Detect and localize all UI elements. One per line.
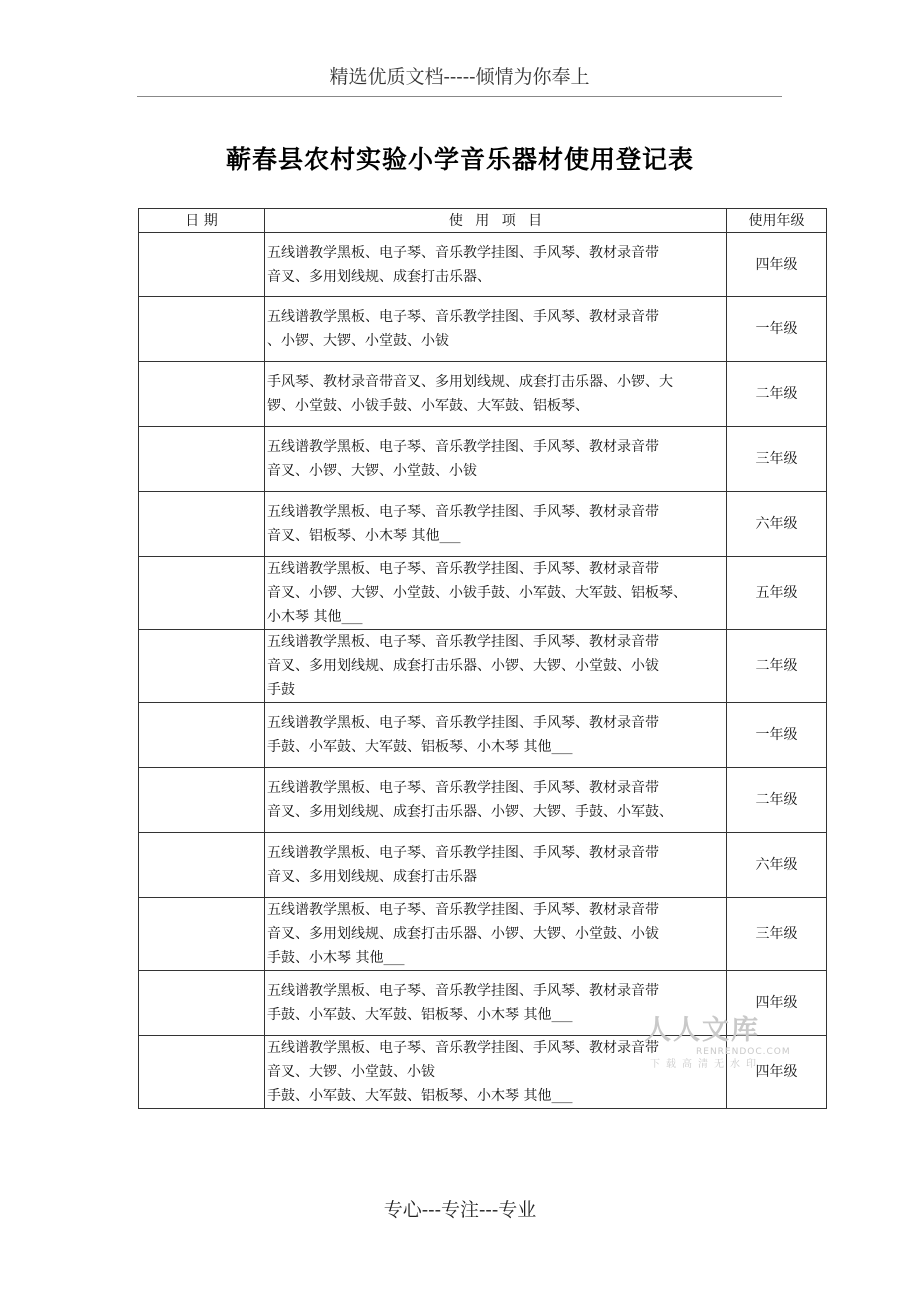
table-row [139, 1036, 827, 1109]
grade-cell: 一年级 [727, 703, 827, 768]
date-cell[interactable] [139, 233, 265, 297]
date-cell[interactable] [139, 427, 265, 492]
table-body [139, 233, 827, 1109]
items-cell [265, 630, 727, 703]
item-line: 、小锣、大锣、小堂鼓、小钹 [267, 333, 449, 349]
page-header: 精选优质文档-----倾情为你奉上 [137, 62, 782, 97]
item-line: 音叉、小锣、大锣、小堂鼓、小钹手鼓、小军鼓、大军鼓、铝板琴、 [267, 585, 687, 601]
date-cell[interactable] [139, 557, 265, 630]
item-line: 五线谱教学黑板、电子琴、音乐教学挂图、手风琴、教材录音带 [267, 845, 659, 861]
table-row [139, 971, 827, 1036]
items-cell [265, 898, 727, 971]
item-line: 锣、小堂鼓、小钹手鼓、小军鼓、大军鼓、铝板琴、 [267, 398, 589, 414]
table-header-row [139, 209, 827, 233]
grade-column-header: 使用年级 [727, 209, 827, 233]
date-column-header: 日 期 [139, 209, 265, 233]
item-line: 手鼓 [267, 682, 295, 698]
item-line: 手风琴、教材录音带音叉、多用划线规、成套打击乐器、小锣、大 [267, 374, 673, 390]
item-line: 音叉、多用划线规、成套打击乐器、小锣、大锣、手鼓、小军鼓、 [267, 804, 673, 820]
grade-cell: 六年级 [727, 833, 827, 898]
table-row [139, 427, 827, 492]
item-line: 五线谱教学黑板、电子琴、音乐教学挂图、手风琴、教材录音带 [267, 309, 659, 325]
item-line: 音叉、铝板琴、小木琴 其他___ [267, 528, 461, 544]
watermark-url: RENRENDOC.COM [696, 1047, 791, 1057]
items-cell [265, 703, 727, 768]
items-cell [265, 492, 727, 557]
grade-cell: 三年级 [727, 427, 827, 492]
item-line: 五线谱教学黑板、电子琴、音乐教学挂图、手风琴、教材录音带 [267, 439, 659, 455]
grade-cell: 三年级 [727, 898, 827, 971]
items-cell [265, 1036, 727, 1109]
items-cell [265, 971, 727, 1036]
table-row [139, 768, 827, 833]
date-cell[interactable] [139, 833, 265, 898]
item-line: 五线谱教学黑板、电子琴、音乐教学挂图、手风琴、教材录音带 [267, 983, 659, 999]
item-line: 小木琴 其他___ [267, 609, 363, 625]
date-cell[interactable] [139, 898, 265, 971]
date-cell[interactable] [139, 362, 265, 427]
date-cell[interactable] [139, 297, 265, 362]
item-line: 五线谱教学黑板、电子琴、音乐教学挂图、手风琴、教材录音带 [267, 634, 659, 650]
grade-cell: 二年级 [727, 362, 827, 427]
items-cell [265, 833, 727, 898]
grade-cell: 五年级 [727, 557, 827, 630]
table-row [139, 233, 827, 297]
item-line: 音叉、多用划线规、成套打击乐器 [267, 869, 477, 885]
date-cell[interactable] [139, 630, 265, 703]
document-title: 蕲春县农村实验小学音乐器材使用登记表 [225, 145, 694, 174]
date-cell[interactable] [139, 971, 265, 1036]
item-line: 手鼓、小木琴 其他___ [267, 950, 405, 966]
item-line: 五线谱教学黑板、电子琴、音乐教学挂图、手风琴、教材录音带 [267, 561, 659, 577]
items-cell [265, 362, 727, 427]
items-cell [265, 557, 727, 630]
items-cell [265, 233, 727, 297]
items-column-header: 使 用 项 目 [265, 209, 727, 233]
item-line: 音叉、大锣、小堂鼓、小钹 [267, 1064, 435, 1080]
date-cell[interactable] [139, 1036, 265, 1109]
item-line: 音叉、多用划线规、成套打击乐器、 [267, 268, 491, 285]
item-line: 音叉、多用划线规、成套打击乐器、小锣、大锣、小堂鼓、小钹 [267, 658, 659, 674]
table-row [139, 630, 827, 703]
item-line: 五线谱教学黑板、电子琴、音乐教学挂图、手风琴、教材录音带 [267, 504, 659, 520]
item-line: 五线谱教学黑板、电子琴、音乐教学挂图、手风琴、教材录音带 [267, 715, 659, 731]
table-row [139, 557, 827, 630]
item-line: 音叉、多用划线规、成套打击乐器、小锣、大锣、小堂鼓、小钹 [267, 926, 659, 942]
date-cell[interactable] [139, 492, 265, 557]
watermark-text: 人人文库 [644, 1015, 760, 1046]
date-cell[interactable] [139, 768, 265, 833]
register-table [138, 208, 827, 1109]
item-line: 五线谱教学黑板、电子琴、音乐教学挂图、手风琴、教材录音带 [267, 1040, 659, 1056]
grade-cell: 二年级 [727, 768, 827, 833]
table-row [139, 898, 827, 971]
table-row [139, 703, 827, 768]
grade-cell: 二年级 [727, 630, 827, 703]
item-line: 手鼓、小军鼓、大军鼓、铝板琴、小木琴 其他___ [267, 1007, 573, 1023]
item-line: 手鼓、小军鼓、大军鼓、铝板琴、小木琴 其他___ [267, 1088, 573, 1104]
page-footer: 专心---专注---专业 [383, 1199, 537, 1221]
grade-cell: 六年级 [727, 492, 827, 557]
items-cell [265, 427, 727, 492]
item-line: 音叉、小锣、大锣、小堂鼓、小钹 [267, 463, 477, 479]
date-cell[interactable] [139, 703, 265, 768]
grade-cell: 四年级 [727, 1036, 827, 1109]
items-cell [265, 297, 727, 362]
items-cell [265, 768, 727, 833]
watermark-subtitle: 下载高清无水印 [650, 1059, 762, 1070]
item-line: 手鼓、小军鼓、大军鼓、铝板琴、小木琴 其他___ [267, 739, 573, 755]
table-row [139, 362, 827, 427]
grade-cell: 四年级 [727, 233, 827, 297]
item-line: 五线谱教学黑板、电子琴、音乐教学挂图、手风琴、教材录音带 [267, 780, 659, 796]
item-line: 五线谱教学黑板、电子琴、音乐教学挂图、手风琴、教材录音带 [267, 244, 659, 261]
item-line: 五线谱教学黑板、电子琴、音乐教学挂图、手风琴、教材录音带 [267, 902, 659, 918]
grade-cell: 四年级 [727, 971, 827, 1036]
table-row [139, 297, 827, 362]
table-row [139, 492, 827, 557]
grade-cell: 一年级 [727, 297, 827, 362]
table-row [139, 833, 827, 898]
